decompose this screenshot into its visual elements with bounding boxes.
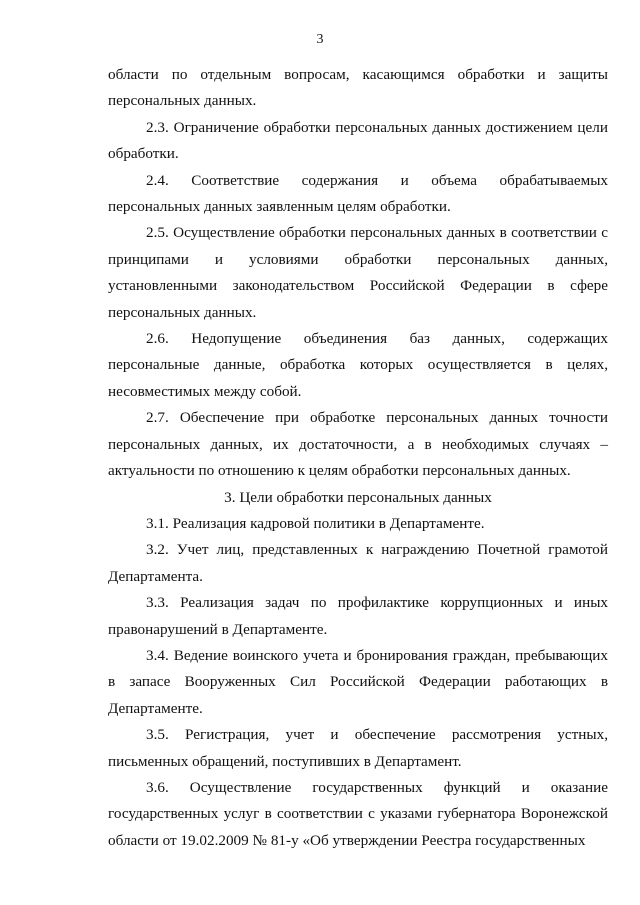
paragraph-3-6: 3.6. Осуществление государственных функций и оказание государственных услуг в соответствии с указами губернатора Воронежской области от 19.02.2009 № 81-у «Об утверждении Реестра государственных	[108, 778, 608, 849]
section-heading: 3. Цели обработки персональных данных	[224, 488, 492, 506]
paragraph-3-3: 3.3. Реализация задач по профилактике коррупционных и иных правонарушений в Департаменте.	[108, 594, 608, 638]
document-body	[108, 62, 608, 854]
paragraph-2-5: 2.5. Осуществление обработки персональных данных в соответствии с принципами и условиями обработки персональных данных, установленными законодательством Российской Федерации в сфере персональных данных.	[108, 224, 608, 321]
paragraph-2-7: 2.7. Обеспечение при обработке персональных данных точности персональных данных, их достаточности, а в необходимых случаях – актуальности по отношению к целям обработки персональных данных.	[108, 409, 608, 480]
paragraph-2-6: 2.6. Недопущение объединения баз данных, содержащих персональные данные, обработка которых осуществляется в целях, несовместимых между собой.	[108, 330, 608, 400]
paragraph-continuation: области по отдельным вопросам, касающимся обработки и защиты персональных данных.	[108, 66, 608, 110]
paragraph-2-4: 2.4. Соответствие содержания и объема обрабатываемых персональных данных заявленным целям обработки.	[108, 171, 608, 216]
paragraph-3-2: 3.2. Учет лиц, представленных к награждению Почетной грамотой Департамента.	[108, 541, 608, 585]
paragraph-3-1: 3.1. Реализация кадровой политики в Департаменте.	[146, 514, 485, 532]
paragraph-3-4: 3.4. Ведение воинского учета и бронирования граждан, пребывающих в запасе Вооруженных Сил Российской Федерации работающих в Департаменте.	[108, 646, 608, 717]
paragraph-3-5: 3.5. Регистрация, учет и обеспечение рассмотрения устных, письменных обращений, поступивших в Департамент.	[108, 726, 608, 770]
page-number: 3	[316, 32, 324, 47]
paragraph-2-3: 2.3. Ограничение обработки персональных данных достижением цели обработки.	[108, 118, 608, 163]
